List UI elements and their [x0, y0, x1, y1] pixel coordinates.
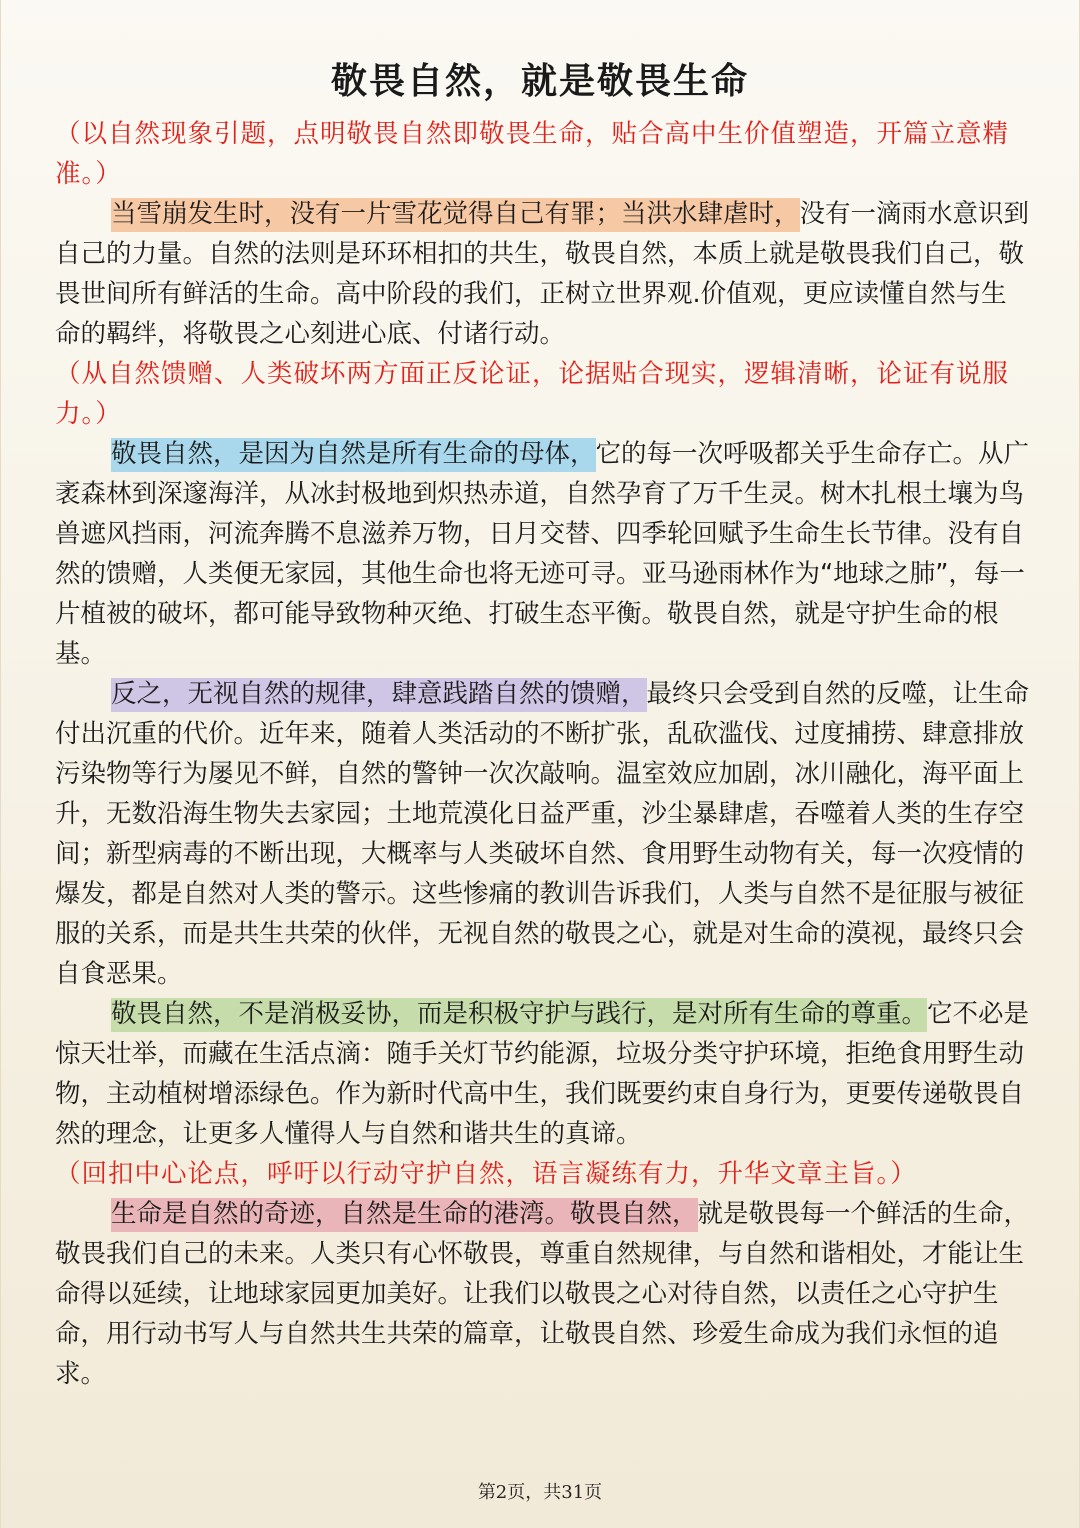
essay-paragraph	[55, 674, 1030, 994]
page-title: 敬畏自然，就是敬畏生命	[330, 61, 749, 102]
highlighted-sentence: 当雪崩发生时，没有一片雪花觉得自己有罪；当洪水肆虐时，	[111, 198, 800, 232]
essay-paragraph	[55, 1194, 1030, 1394]
essay-paragraph	[55, 434, 1030, 674]
essay-body	[55, 114, 1030, 1394]
paragraph-text: 就是敬畏每一个鲜活的生命，敬畏我们自己的未来。人类只有心怀敬畏，尊重自然规律，与自然和谐相处，才能让生命得以延续，让地球家园更加美好。让我们以敬畏之心对待自然，以责任之心守护生命，用行动书写人与自然共生共荣的篇章，让敬畏自然、珍爱生命成为我们永恒的追求。	[55, 1199, 1030, 1389]
essay-paragraph	[55, 194, 1030, 354]
highlighted-sentence: 敬畏自然，不是消极妥协，而是积极守护与践行，是对所有生命的尊重。	[111, 998, 927, 1032]
paragraph-text: 最终只会受到自然的反噬，让生命付出沉重的代价。近年来，随着人类活动的不断扩张，乱砍滥伐、过度捕捞、肆意排放污染物等行为屡见不鲜，自然的警钟一次次敲响。温室效应加剧，冰川融化，海平面上升，无数沿海生物失去家园；土地荒漠化日益严重，沙尘暴肆虐，吞噬着人类的生存空间；新型病毒的不断出现，大概率与人类破坏自然、食用野生动物有关，每一次疫情的爆发，都是自然对人类的警示。这些惨痛的教训告诉我们，人类与自然不是征服与被征服的关系，而是共生共荣的伙伴，无视自然的敬畏之心，就是对生命的漠视，最终只会自食恶果。	[55, 679, 1030, 989]
highlighted-sentence: 反之，无视自然的规律，肆意践踏自然的馈赠，	[111, 678, 647, 712]
paragraph-text: 没有一滴雨水意识到自己的力量。自然的法则是环环相扣的共生，敬畏自然，本质上就是敬畏我们自己，敬畏世间所有鲜活的生命。高中阶段的我们，正树立世界观.价值观，更应读懂自然与生命的羁绊，将敬畏之心刻进心底、付诸行动。	[55, 199, 1030, 349]
annotation-comment: （回扣中心论点，呼吁以行动守护自然，语言凝练有力，升华文章主旨。）	[55, 1159, 917, 1189]
highlighted-sentence: 敬畏自然，是因为自然是所有生命的母体，	[111, 438, 596, 472]
annotation-comment: （从自然馈赠、人类破坏两方面正反论证，论据贴合现实，逻辑清晰，论证有说服力。）	[55, 359, 1010, 429]
page-number: 第2页，共31页	[477, 1482, 603, 1503]
essay-paragraph	[55, 994, 1030, 1154]
paragraph-text: 它不必是惊天壮举，而藏在生活点滴：随手关灯节约能源，垃圾分类守护环境，拒绝食用野生动物，主动植树增添绿色。作为新时代高中生，我们既要约束自身行为，更要传递敬畏自然的理念，让更多人懂得人与自然和谐共生的真谛。	[55, 999, 1030, 1149]
paragraph-text: 它的每一次呼吸都关乎生命存亡。从广袤森林到深邃海洋，从冰封极地到炽热赤道，自然孕育了万千生灵。树木扎根土壤为鸟兽遮风挡雨，河流奔腾不息滋养万物，日月交替、四季轮回赋予生命生长节律。没有自然的馈赠，人类便无家园，其他生命也将无迹可寻。亚马逊雨林作为“地球之肺”，每一片植被的破坏，都可能导致物种灭绝、打破生态平衡。敬畏自然，就是守护生命的根基。	[55, 439, 1030, 669]
annotation-comment: （以自然现象引题，点明敬畏自然即敬畏生命，贴合高中生价值塑造，开篇立意精准。）	[55, 119, 1010, 189]
highlighted-sentence: 生命是自然的奇迹，自然是生命的港湾。敬畏自然，	[111, 1198, 698, 1232]
